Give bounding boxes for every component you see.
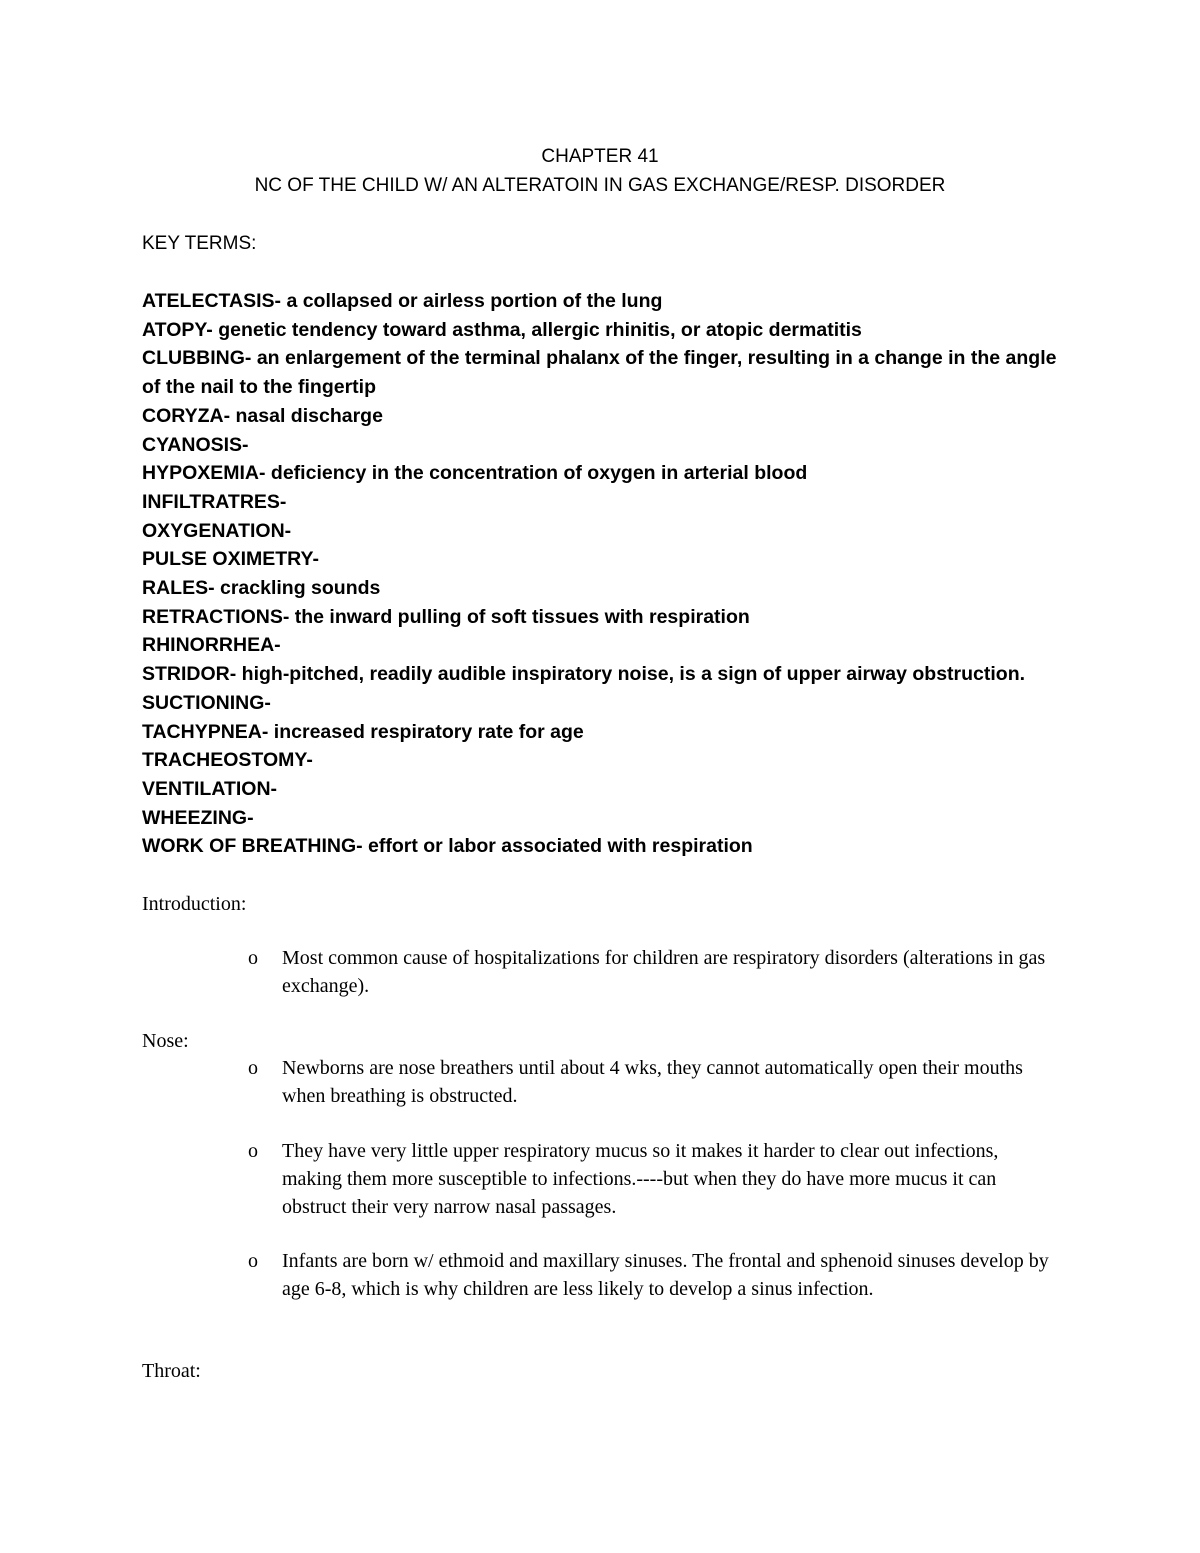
bullet-marker: o [248, 1057, 258, 1079]
key-term-item: ATOPY- genetic tendency toward asthma, allergic rhinitis, or atopic dermatitis [142, 318, 862, 341]
key-term-item: STRIDOR- high-pitched, readily audible inspiratory noise, is a sign of upper airway obstruction. [142, 663, 1026, 686]
bullet-text: They have very little upper respiratory mucus so it makes it harder to clear out infections, making them more susceptible to infections.----but when they do have more mucus it can obstruct their very narrow nasal passages. [282, 1140, 999, 1218]
key-term-item: CORYZA- nasal discharge [142, 404, 383, 427]
key-term-item: RHINORRHEA- [142, 634, 281, 657]
key-term-item: TACHYPNEA- increased respiratory rate for age [142, 720, 584, 743]
key-term-item: RALES- crackling sounds [142, 577, 381, 600]
key-term-item: OXYGENATION- [142, 519, 292, 542]
key-term-item: PULSE OXIMETRY- [142, 548, 319, 571]
key-term-item: VENTILATION- [142, 777, 278, 800]
introduction-heading: Introduction: [142, 893, 247, 915]
bullet-text: Most common cause of hospitalizations for children are respiratory disorders (alterations in gas exchange). [282, 947, 1046, 997]
nose-bullet [248, 1137, 1058, 1221]
key-term-item: RETRACTIONS- the inward pulling of soft tissues with respiration [142, 605, 750, 628]
key-term-item: HYPOXEMIA- deficiency in the concentration of oxygen in arterial blood [142, 462, 808, 485]
bullet-marker: o [248, 1140, 258, 1162]
nose-bullet [248, 1247, 1058, 1303]
throat-heading: Throat: [142, 1360, 201, 1382]
bullet-text: Newborns are nose breathers until about 4 wks, they cannot automatically open their mouths when breathing is obstructed. [282, 1057, 1023, 1107]
bullet-marker: o [248, 1250, 258, 1272]
key-term-item: WHEEZING- [142, 806, 254, 829]
key-term-item: INFILTRATRES- [142, 490, 287, 513]
key-term-item: CLUBBING- an enlargement of the terminal phalanx of the finger, resulting in a change in the angle of the nail to the fingertip [142, 347, 1057, 399]
key-term-item: SUCTIONING- [142, 691, 271, 714]
key-terms-heading: KEY TERMS: [142, 233, 257, 254]
key-terms-list [142, 287, 1062, 861]
chapter-title: CHAPTER 41 [541, 146, 659, 167]
bullet-marker: o [248, 947, 258, 969]
nose-heading: Nose: [142, 1030, 189, 1052]
key-term-item: WORK OF BREATHING- effort or labor associated with respiration [142, 835, 753, 858]
key-term-item: TRACHEOSTOMY- [142, 749, 313, 772]
introduction-bullet [248, 944, 1058, 1000]
bullet-text: Infants are born w/ ethmoid and maxillary sinuses. The frontal and sphenoid sinuses develop by age 6-8, which is why children are less likely to develop a sinus infection. [282, 1250, 1049, 1300]
nose-bullet [248, 1054, 1058, 1110]
key-term-item: ATELECTASIS- a collapsed or airless portion of the lung [142, 290, 663, 312]
key-term-item: CYANOSIS- [142, 433, 249, 456]
chapter-subtitle: NC OF THE CHILD W/ AN ALTERATOIN IN GAS EXCHANGE/RESP. DISORDER [254, 175, 946, 196]
